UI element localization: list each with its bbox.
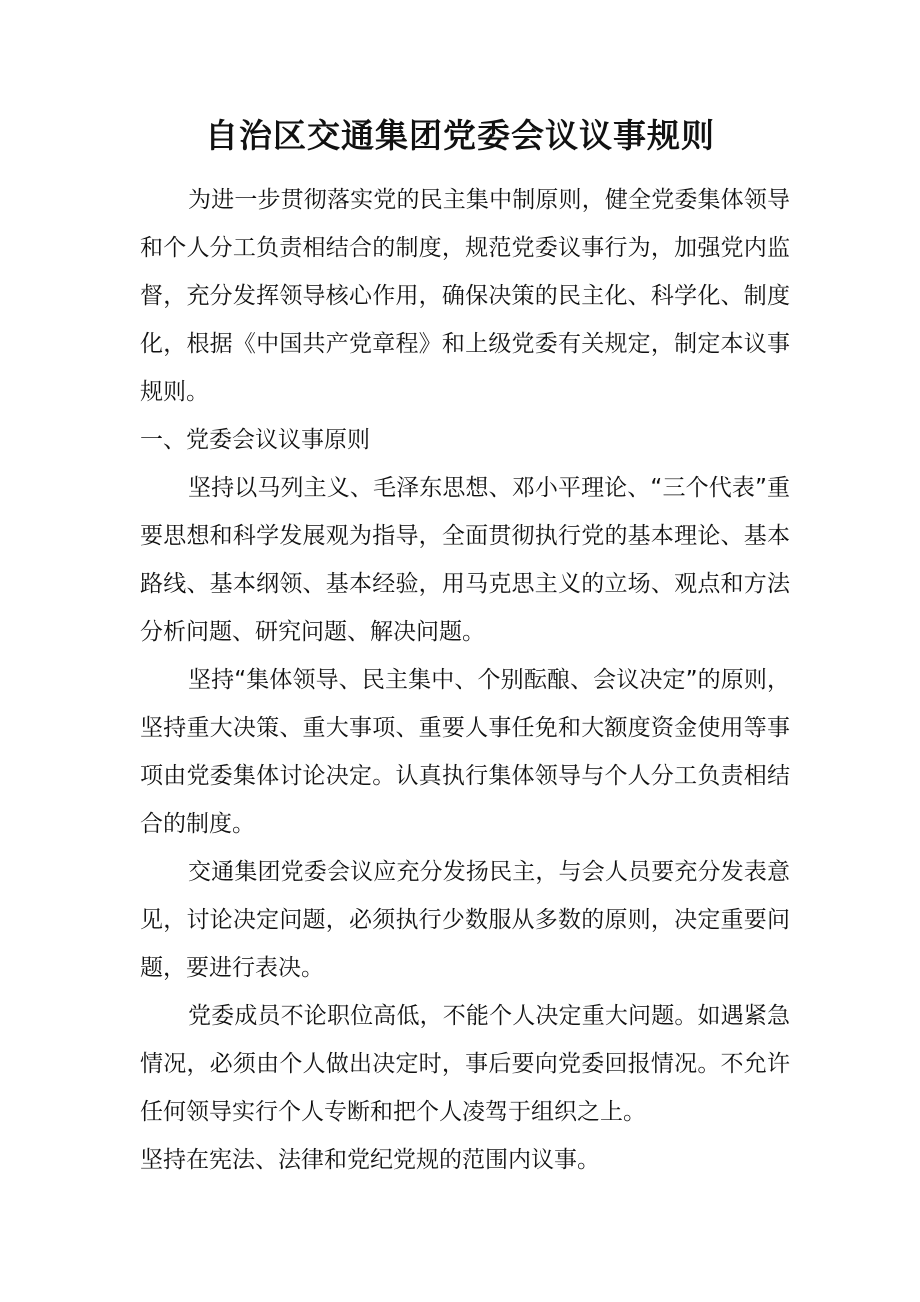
paragraph-guiding-ideology: 坚持以马列主义、毛泽东思想、邓小平理论、“三个代表”重要思想和科学发展观为指导，全面贯彻执行党的基本理论、基本路线、基本纲领、基本经验，用马克思主义的立场、观点和方法分析问题、研究问题、解决问题。 (140, 475, 790, 645)
document-body (140, 176, 790, 1184)
section-heading-1: 一、党委会议议事原则 (140, 427, 370, 453)
paragraph-democracy: 交通集团党委会议应充分发扬民主，与会人员要充分发表意见，讨论决定问题，必须执行少数服从多数的原则，决定重要问题，要进行表决。 (140, 859, 790, 981)
paragraph-collective-leadership: 坚持“集体领导、民主集中、个别酝酿、会议决定”的原则，坚持重大决策、重大事项、重要人事任免和大额度资金使用等事项由党委集体讨论决定。认真执行集体领导与个人分工负责相结合的制度。 (140, 667, 790, 837)
paragraph-no-individual-decision: 党委成员不论职位高低，不能个人决定重大问题。如遇紧急情况，必须由个人做出决定时，事后要向党委回报情况。不允许任何领导实行个人专断和把个人凌驾于组织之上。 (140, 1003, 790, 1125)
paragraph-law: 坚持在宪法、法律和党纪党规的范围内议事。 (140, 1147, 600, 1173)
paragraph-intro: 为进一步贯彻落实党的民主集中制原则，健全党委集体领导和个人分工负责相结合的制度，规范党委议事行为，加强党内监督，充分发挥领导核心作用，确保决策的民主化、科学化、制度化，根据《中国共产党章程》和上级党委有关规定，制定本议事规则。 (140, 187, 790, 405)
document-title: 自治区交通集团党委会议议事规则 (205, 116, 715, 155)
